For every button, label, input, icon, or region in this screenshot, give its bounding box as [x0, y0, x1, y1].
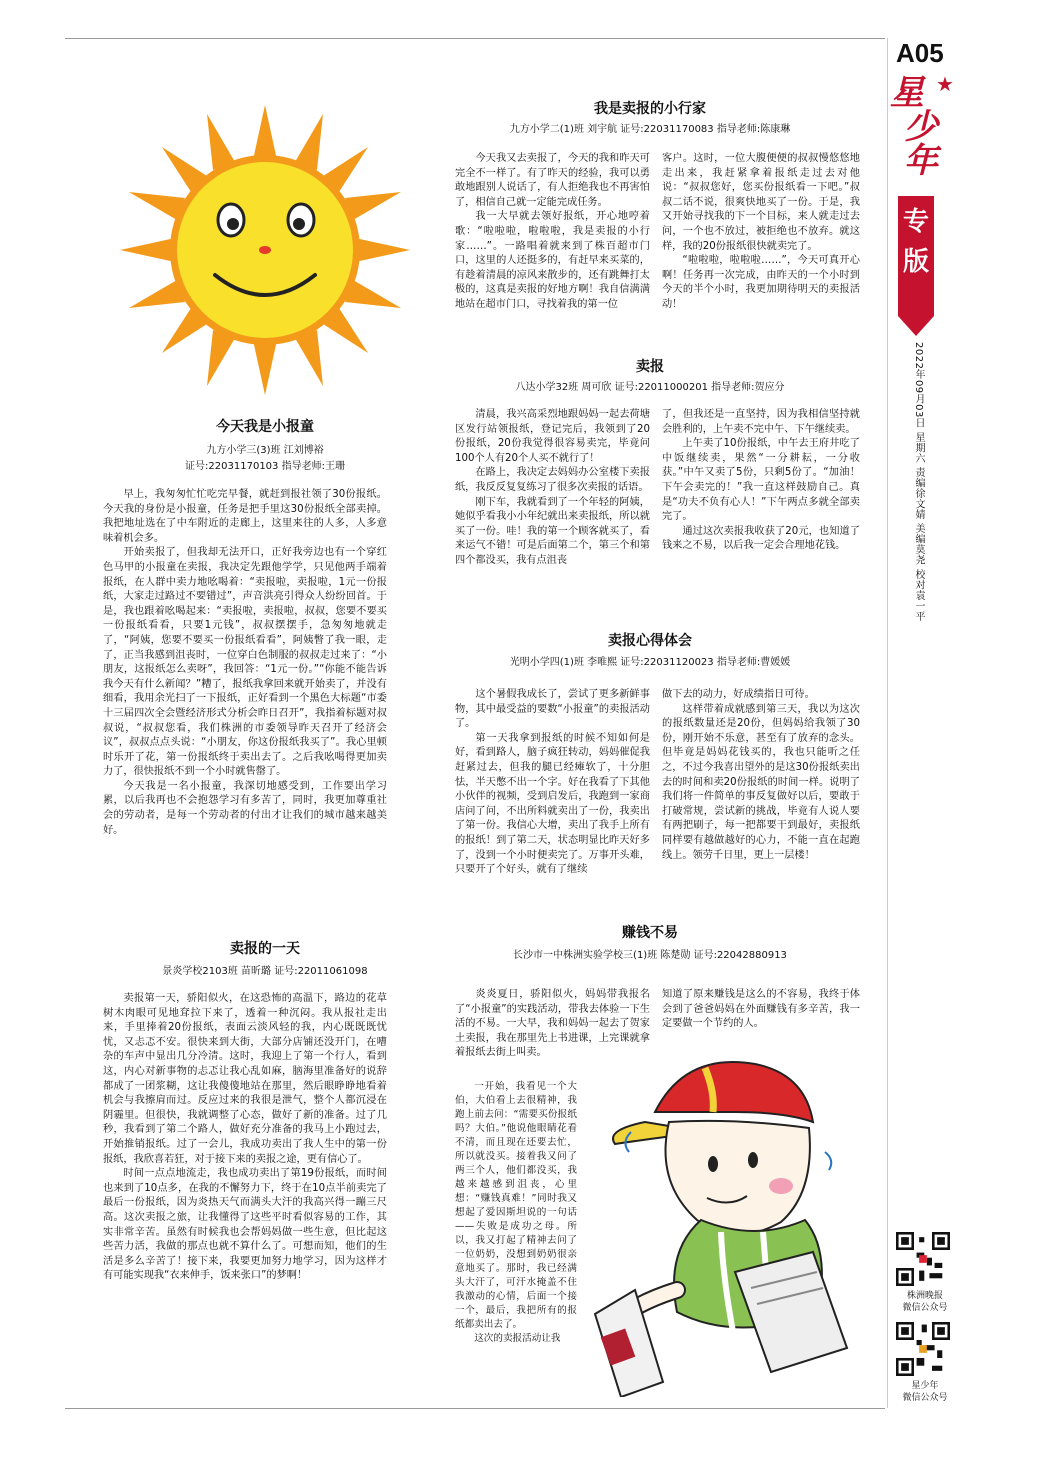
qr-caption	[890, 1290, 960, 1314]
article-byline: 九方小学三(3)班 江刘博裕	[206, 445, 324, 456]
article-byline: 九方小学二(1)班 刘宇航 证号:22031170083 指导老师:陈康琳	[509, 124, 791, 135]
paragraph: 一开始，我看见一个大伯，大伯看上去很精神，我跑上前去问：“需要买份报纸吗？大伯。”他说他眼睛花看不清，而且现在还要去忙，所以就没买。接着我又问了两三个人，他们都没买，我越来越感到沮丧，心里想：“赚钱真难！”同时我又想起了爱因斯坦说的一句话——失败是成功之母。所以，我又打起了精神去问了一位奶奶，没想到奶奶很亲意地买了。那时，我已经满头大汗了，可汗水掩盖不住我激动的心情，后面一个接一个，最后，我把所有的报纸都卖出去了。	[455, 1081, 577, 1330]
page-number: A05	[896, 38, 944, 68]
qr-code	[896, 1322, 950, 1376]
paragraph: 炎炎夏日，骄阳似火，妈妈带我报名了“小报童”的实践活动，带我去体验一下生活的不易。一大早，我和妈妈一起去了贺家土卖报，我在那里先上书进课，上完课就拿着报纸去街上叫卖。	[455, 989, 650, 1059]
article-byline: 证号:22031170103 指导老师:王珊	[185, 461, 345, 472]
paragraph: 卖报第一天，骄阳似火，在这恐怖的高温下，路边的花草树木肉眼可见地耷拉下来了，透着一种沉闷。我从报社走出来，手里捧着20份报纸，表面云淡风轻的我，内心既既既忧忧，又忐忑不安。很快来到大街，大部分店铺还没开门，在嘈杂的车声中显出几分冷清。这时，我迎上了第一个行人，看到这，内心对新事物的忐忑让我心乱如麻，脑海里准备好的说辞都成了一团浆糊，这让我傻傻地站在那里，然后眼睁睁地看着机会与我擦肩而过。反应过来的我很是泄气，整个人都沉浸在阴霾里。但很快，我就调整了心态，做好了新的准备。过了几秒，我看到了第二个路人，做好充分准备的我马上小跑过去，开始推销报纸。过了一会儿，我成功卖出了我人生中的第一份报纸，我欣喜若狂，对于接下来的卖报之途，更有信心了。	[103, 993, 387, 1165]
paragraph: 今天我又去卖报了，今天的我和昨天可完全不一样了。有了昨天的经验，我可以勇敢地跟别人说话了，有人拒绝我也不再害怕了，相信自己就一定能完成任务。	[455, 153, 650, 208]
article-body	[455, 408, 650, 604]
section-type-label: 专版	[898, 196, 934, 316]
article-title: 今天我是小报童	[216, 419, 314, 435]
article-title: 卖报心得体会	[608, 633, 692, 649]
logo-bottom: 少年	[904, 107, 938, 181]
top-rule	[65, 38, 885, 39]
paragraph: 清晨，我兴高采烈地跟妈妈一起去荷塘区发行站领报纸，登记完后，我领到了20份报纸，20份我觉得很容易卖完，毕竟问100个人有20个人买不就行了！	[455, 409, 650, 464]
paragraph: 这样带着成就感到第三天，我以为这次的报纸数量还是20份，但妈妈给我领了30份，刚开始不乐意，甚至有了放弃的念头。但毕竟是妈妈花钱买的，我也只能听之任之，不过今我喜出望外的是这30份报纸卖出去的时间和卖20份报纸的时间一样。说明了我们将一件简单的事反复做好以后，要敢于打破常规，尝试新的挑战，毕竟有人说人要有两把刷子，每一把都要干到最好，卖报纸同样要有越做越好的心力，不能一直在起跑线上。领劳千日里，更上一层楼！	[662, 703, 860, 861]
paragraph: 通过这次卖报我收获了20元，也知道了钱来之不易，以后我一定会合理地花钱。	[662, 525, 860, 552]
paragraph: 刚下车，我就看到了一个年轻的阿姨，她似乎看我小小年纪就出来卖报纸，所以就买了一份。哇！我的第一个顾客就买了，看来运气不错！可是后面第二个，第三个和第四个都没买，我有点沮丧	[455, 496, 650, 566]
paragraph: “啦啦啦，啦啦啦……”，今天可真开心啊！任务再一次完成，由昨天的一个小时到今天的半个小时，我更加期待明天的卖报活动！	[662, 255, 860, 310]
qr-caption-line: 微信公众号	[902, 1393, 948, 1403]
qr-code	[896, 1232, 950, 1286]
banner-tail	[898, 316, 934, 336]
paragraph: 今天我是一名小报童，我深切地感受到，工作要出学习累，以后我再也不会抱怨学习有多苦了，同时，我更加尊重社会的劳动者，是每一个劳动者的付出才让我们的城市越来越美好。	[103, 780, 387, 836]
article-title: 卖报的一天	[230, 941, 300, 957]
newsboy-illustration	[585, 1052, 875, 1397]
paragraph: 在路上，我决定去妈妈办公室楼下卖报纸，我反反复复练习了很多次卖报的话语。	[455, 467, 650, 493]
sun-illustration	[115, 100, 415, 400]
article-byline: 长沙市一中株洲实验学校三(1)班 陈楚勋 证号:22042880913	[513, 950, 787, 961]
article-body	[455, 688, 650, 920]
article-body	[662, 408, 860, 604]
qr-caption-line: 株洲晚报	[906, 1291, 943, 1301]
paragraph: 上午卖了10份报纸，中午去王府井吃了中饭继续卖，果然“一分耕耘，一分收获。”中午又卖了5份，只剩5份了。“加油！下午会卖完的！”我一直这样鼓励自己。真是“功夫不负有心人！”下午两点多就全部卖完了。	[662, 438, 860, 523]
article-body	[662, 988, 860, 1038]
section-logo	[890, 72, 954, 181]
qr-caption	[890, 1380, 960, 1404]
paragraph: 时间一点点地流走，我也成功卖出了第19份报纸，而时间也来到了10点多，在我的不懈努力下，终于在10点半前卖完了最后一份报纸，因为炎热天气而满头大汗的我高兴得一蹦三尺高。这次卖报之旅，让我懂得了这些平时看似容易的工作，其实非常辛苦。虽然有时候我也会帮妈妈做一些生意，但比起这些苦力活，我做的那点也就不算什么了。可想而知，他们的生活是多么辛苦了！接下来，我要更加努力地学习，因为这样才有可能实现我“衣来伸手，饭来张口”的梦啊！	[103, 1168, 387, 1282]
paragraph: 知道了原来赚钱是这么的不容易，我终于体会到了爸爸妈妈在外面赚钱有多辛苦，我一定要做一个节约的人。	[662, 989, 860, 1030]
date-line: 2022年09月03日 星期六 责编徐文婧 美编莫尧 校对袁一平	[913, 342, 924, 622]
star-icon: ★	[936, 72, 954, 96]
paragraph: 这个暑假我成长了，尝试了更多新鲜事物，其中最受益的要数“小报童”的卖报活动了。	[455, 689, 650, 730]
article-byline: 八达小学32班 周可欣 证号:22011000201 指导老师:贺应分	[515, 382, 785, 393]
paragraph: 了，但我还是一直坚持，因为我相信坚持就会胜利的，上午卖不完中午、下午继续卖。	[662, 409, 860, 435]
logo-top: 星	[890, 73, 924, 113]
paragraph: 客户。这时，一位大腹便便的叔叔慢悠悠地走出来，我赶紧拿着报纸走过去对他说：“叔叔您好，您买份报纸看一下吧。”叔叔二话不说，很爽快地买了一份。于是，我又开始寻找我的下一个目标，来人就走过去问，一个也不放过，被拒绝也不放弃。就这样，我的20份报纸很快就卖完了。	[662, 153, 860, 252]
article-title: 赚钱不易	[622, 925, 678, 941]
paragraph: 我一大早就去领好报纸，开心地哼着歌：“啦啦啦，啦啦啦，我是卖报的小行家……”。一路唱着就来到了株百超市门口，这里的人还挺多的，有赶早来买菜的，有趁着清晨的凉风来散步的，还有跳舞打太极的，这真是卖报的好地方啊！我自信满满地站在超市门口，寻找着我的第一位	[455, 211, 650, 310]
qr-caption-line: 星少年	[911, 1381, 939, 1391]
article-body	[103, 992, 387, 1380]
sidebar-divider	[887, 38, 888, 1408]
article-title: 我是卖报的小行家	[594, 101, 706, 117]
article-body	[662, 152, 860, 322]
paragraph: 第一天我拿到报纸的时候不知如何是好，看到路人，脑子疯狂转动，妈妈催促我赶紧过去，但我的腿已经瘫软了，十分胆怯，半天憋不出一个字。好在我看了下其他小伙伴的视频，受到启发后，我跑到一家商店问了问，不出所料就卖出了一份，我卖出了第一份。我信心大增，卖出了我手上所有的报纸！到了第二天，状态明显比昨天好多了，没到一个小时便卖完了。万事开头难，只要开了个好头，就有了继续	[455, 732, 650, 876]
article-body	[103, 488, 387, 908]
bottom-rule	[65, 1408, 885, 1409]
article-body	[455, 1080, 577, 1380]
article-title: 卖报	[636, 359, 664, 375]
paragraph: 这次的卖报活动让我	[474, 1333, 561, 1344]
article-byline: 光明小学四(1)班 李唯熙 证号:22031120023 指导老师:曹媛媛	[509, 657, 791, 668]
article-body	[455, 152, 650, 322]
article-body	[662, 688, 860, 920]
paragraph: 做下去的动力，好成绩指日可待。	[662, 689, 815, 700]
article-byline: 景炎学校2103班 苗昕璐 证号:22011061098	[162, 966, 368, 977]
paragraph: 早上，我匆匆忙忙吃完早餐，就赶到报社领了30份报纸。今天我的身份是小报童，任务是把手里这30份报纸全部卖掉。我把地址选在了中车附近的走廊上，这里来往的人多，人多意味着机会多。	[103, 489, 387, 544]
paragraph: 开始卖报了，但我却无法开口，正好我旁边也有一个穿红色马甲的小报童在卖报，我决定先跟他学学，只见他两手端着报纸，在人群中卖力地吆喝着：“卖报啦，卖报啦，1元一份报纸，大家走过路过不要错过”，声音洪亮引得众人纷纷回首。于是，我也跟着吆喝起来：“卖报啦，卖报啦，叔叔，您要不要买一份报纸看看，只要1元钱”，叔叔摆摆手，急匆匆地就走了，“阿姨，您要不要买一份报纸看看”，阿姨瞥了我一眼，走了，正当我感到沮丧时，一位穿白色制服的叔叔走过来了：“小朋友，这报纸怎么卖呀”，我回答：“1元一份。”“你能不能告诉我今天有什么新闻？”糟了，报纸我拿回来就开始卖了，并没有细看，我用余光扫了一下报纸，正好看到一个黑色大标题“市委十三届四次全会暨经济形式分析会昨日召开”，我指着标题对叔叔说，“叔叔您看，我们株洲的市委领导昨天召开了经济会议”，叔叔点点头说：“小朋友，你这份报纸我买了”。我心里顿时乐开了花，第一份报纸终于卖出去了。之后我吆喝得更加卖力了，很快报纸不到一个小时就售罄了。	[103, 547, 387, 778]
qr-caption-line: 微信公众号	[902, 1303, 948, 1313]
